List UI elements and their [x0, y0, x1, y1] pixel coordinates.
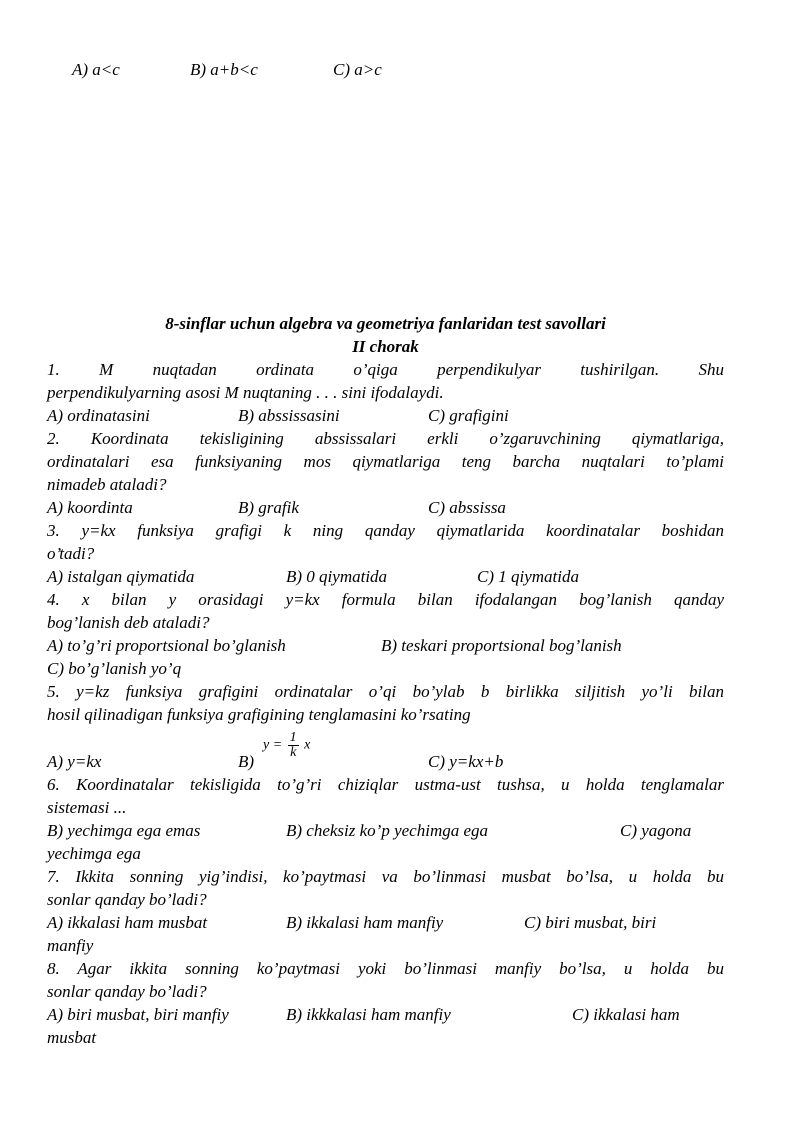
question-4-option-a: A) to’g’ri proportsional bo’glanish — [47, 636, 286, 655]
top-option-c: C) a>c — [333, 60, 382, 79]
question-7-option-c-cont: manfiy — [47, 936, 94, 955]
question-2-line-3: nimadeb ataladi? — [47, 475, 167, 494]
question-1-option-c: C) grafigini — [428, 406, 509, 425]
question-3-option-a: A) istalgan qiymatida — [47, 567, 195, 586]
top-option-b: B) a+b<c — [190, 60, 258, 79]
fraction-numerator: 1 — [289, 730, 297, 745]
question-7-option-a: A) ikkalasi ham musbat — [47, 913, 208, 932]
fraction — [288, 731, 299, 760]
question-5-option-b-formula — [263, 731, 310, 760]
question-1-line-1: 1. M nuqtadan ordinata o’qiga perpendikulyar tushirilgan. Shu — [47, 360, 724, 379]
question-7-line-1: 7. Ikkita sonning yig’indisi, ko’paytmasi va bo’linmasi musbat bo’lsa, u holda bu — [47, 867, 724, 886]
question-4-option-c: C) bo’g’lanish yo’q — [47, 659, 182, 678]
question-6-option-b1: B) yechimga ega emas — [47, 821, 201, 840]
question-8-option-a: A) biri musbat, biri manfiy — [47, 1005, 229, 1024]
question-3-option-b: B) 0 qiymatida — [286, 567, 388, 586]
question-6-line-2: sistemasi ... — [47, 798, 127, 817]
question-4-option-b: B) teskari proportsional bog’lanish — [381, 636, 622, 655]
question-5-line-1: 5. y=kz funksiya grafigini ordinatalar o’qi bo’ylab b birlikka siljitish yo’li bilan — [47, 682, 724, 701]
question-4-line-2: bog’lanish deb ataladi? — [47, 613, 210, 632]
question-1-option-b: B) abssissasini — [238, 406, 340, 425]
question-2-option-a: A) koordinta — [47, 498, 133, 517]
question-1-line-2: perpendikulyarning asosi M nuqtaning . . . sini ifodalaydi. — [47, 383, 444, 402]
question-7-option-b: B) ikkalasi ham manfiy — [286, 913, 444, 932]
page-title: 8-sinflar uchun algebra va geometriya fanlaridan test savollari — [165, 314, 606, 333]
question-8-line-2: sonlar qanday bo’ladi? — [47, 982, 207, 1001]
question-2-line-1: 2. Koordinata tekisligining abssissalari erkli o’zgaruvchining qiymatlariga, — [47, 429, 724, 448]
question-2-line-2: ordinatalari esa funksiyaning mos qiymatlariga teng barcha nuqtalari to’plami — [47, 452, 724, 471]
question-3-line-2: o’tadi? — [47, 544, 95, 563]
question-1-option-a: A) ordinatasini — [47, 406, 150, 425]
question-3-option-c: C) 1 qiymatida — [477, 567, 579, 586]
page-subtitle: II chorak — [352, 337, 419, 356]
question-5-option-b-label: B) — [238, 752, 255, 771]
question-2-option-b: B) grafik — [238, 498, 299, 517]
formula-y: y = — [263, 737, 283, 753]
question-4-line-1: 4. x bilan y orasidagi y=kx formula bilan ifodalangan bog’lanish qanday — [47, 590, 724, 609]
question-6-option-c: C) yagona — [620, 821, 692, 840]
question-7-option-c: C) biri musbat, biri — [524, 913, 657, 932]
question-8-option-c-cont: musbat — [47, 1028, 97, 1047]
question-8-option-c: C) ikkalasi ham — [572, 1005, 680, 1024]
question-5-line-2: hosil qilinadigan funksiya grafigining tenglamasini ko’rsating — [47, 705, 471, 724]
question-2-option-c: C) abssissa — [428, 498, 506, 517]
question-3-line-1: 3. y=kx funksiya grafigi k ning qanday qiymatlarida koordinatalar boshidan — [47, 521, 724, 540]
question-6-option-c-cont: yechimga ega — [47, 844, 141, 863]
question-7-line-2: sonlar qanday bo’ladi? — [47, 890, 207, 909]
question-5-option-c: C) y=kx+b — [428, 752, 504, 771]
top-option-a: A) a<c — [72, 60, 120, 79]
question-8-line-1: 8. Agar ikkita sonning ko’paytmasi yoki bo’linmasi manfiy bo’lsa, u holda bu — [47, 959, 724, 978]
formula-x: x — [304, 737, 311, 753]
question-8-option-b: B) ikkkalasi ham manfiy — [286, 1005, 451, 1024]
fraction-denominator: k — [290, 745, 297, 760]
question-6-option-b2: B) cheksiz ko’p yechimga ega — [286, 821, 489, 840]
question-6-line-1: 6. Koordinatalar tekisligida to’g’ri chiziqlar ustma-ust tushsa, u holda tenglamalar — [47, 775, 724, 794]
question-5-option-a: A) y=kx — [47, 752, 102, 771]
